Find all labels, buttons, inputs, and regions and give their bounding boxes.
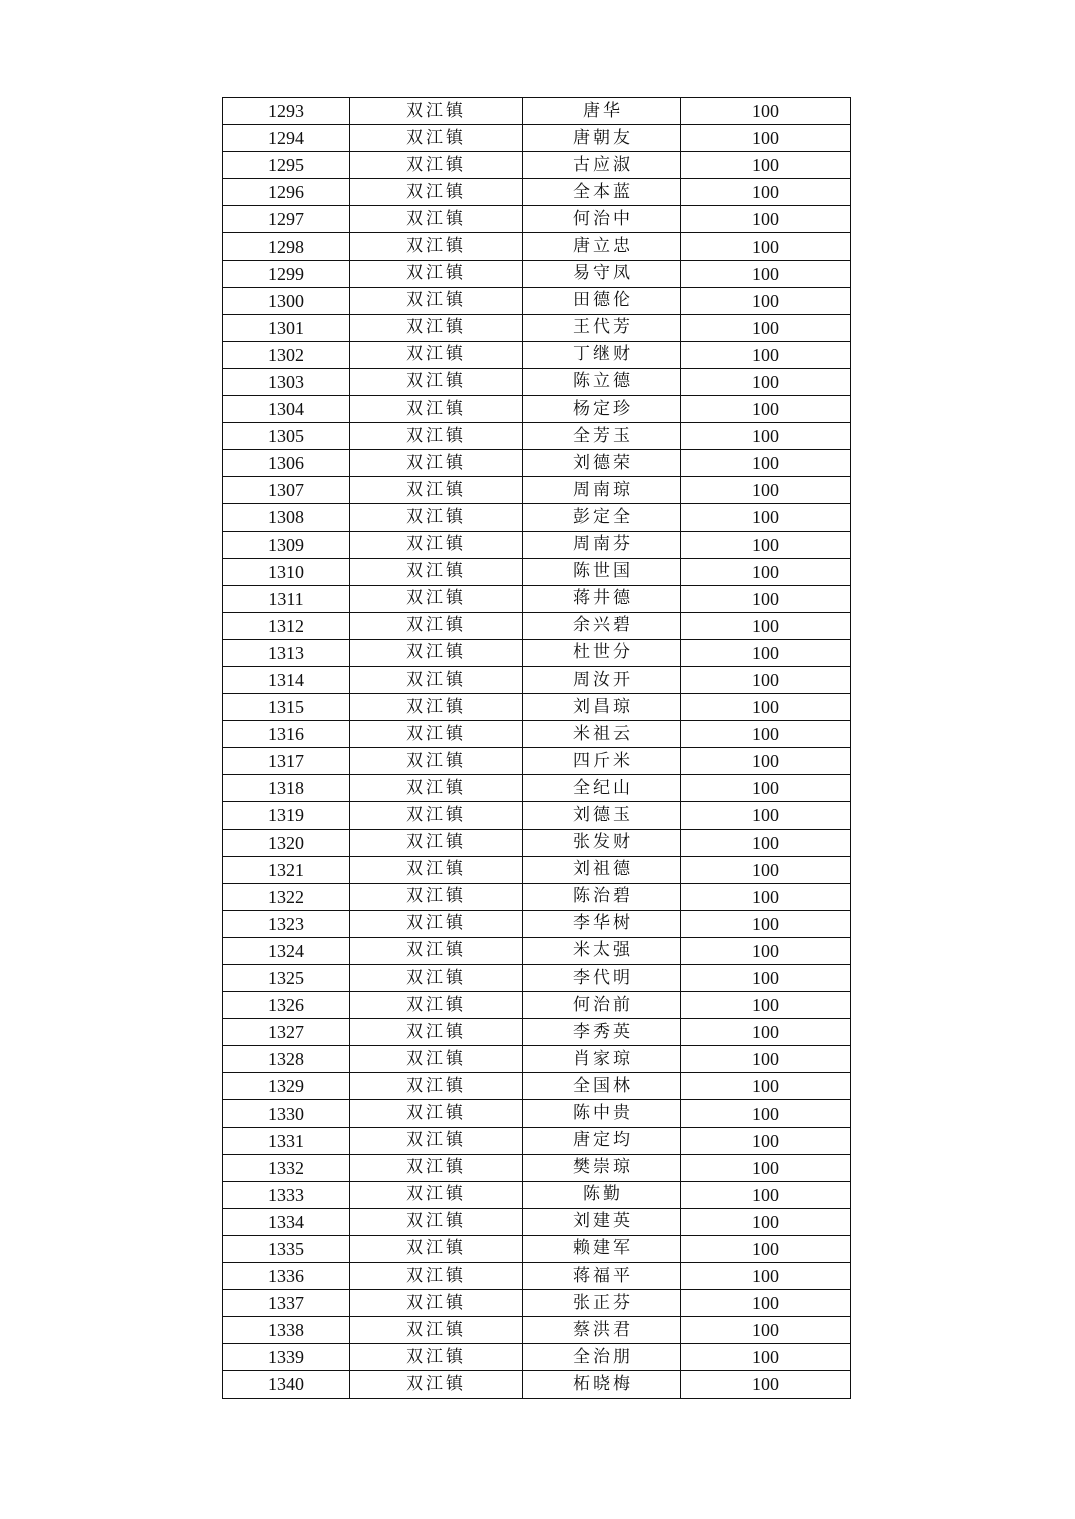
- roster-table-body: [223, 98, 851, 1399]
- person-name-cell: 周南芬: [523, 531, 681, 558]
- amount-cell: 100: [681, 98, 851, 125]
- row-number-cell: 1294: [223, 125, 350, 152]
- table-row: [223, 125, 851, 152]
- row-number-cell: 1315: [223, 694, 350, 721]
- person-name-cell: 陈勤: [523, 1181, 681, 1208]
- town-cell: 双江镇: [350, 1317, 523, 1344]
- table-row: [223, 504, 851, 531]
- person-name-cell: 何治中: [523, 206, 681, 233]
- amount-cell: 100: [681, 287, 851, 314]
- person-name-cell: 全国林: [523, 1073, 681, 1100]
- row-number-cell: 1322: [223, 883, 350, 910]
- town-cell: 双江镇: [350, 450, 523, 477]
- table-row: [223, 152, 851, 179]
- town-cell: 双江镇: [350, 612, 523, 639]
- row-number-cell: 1325: [223, 965, 350, 992]
- amount-cell: 100: [681, 910, 851, 937]
- amount-cell: 100: [681, 1371, 851, 1398]
- person-name-cell: 杨定珍: [523, 396, 681, 423]
- person-name-cell: 蒋福平: [523, 1263, 681, 1290]
- row-number-cell: 1321: [223, 856, 350, 883]
- person-name-cell: 李代明: [523, 965, 681, 992]
- row-number-cell: 1310: [223, 558, 350, 585]
- row-number-cell: 1320: [223, 829, 350, 856]
- town-cell: 双江镇: [350, 856, 523, 883]
- amount-cell: 100: [681, 1344, 851, 1371]
- row-number-cell: 1307: [223, 477, 350, 504]
- roster-table: [222, 97, 851, 1399]
- person-name-cell: 陈世国: [523, 558, 681, 585]
- row-number-cell: 1331: [223, 1127, 350, 1154]
- amount-cell: 100: [681, 341, 851, 368]
- person-name-cell: 四斤米: [523, 748, 681, 775]
- town-cell: 双江镇: [350, 1235, 523, 1262]
- amount-cell: 100: [681, 965, 851, 992]
- person-name-cell: 柘晓梅: [523, 1371, 681, 1398]
- amount-cell: 100: [681, 477, 851, 504]
- amount-cell: 100: [681, 1263, 851, 1290]
- town-cell: 双江镇: [350, 666, 523, 693]
- person-name-cell: 肖家琼: [523, 1046, 681, 1073]
- amount-cell: 100: [681, 1154, 851, 1181]
- table-row: [223, 98, 851, 125]
- town-cell: 双江镇: [350, 829, 523, 856]
- person-name-cell: 周汝开: [523, 666, 681, 693]
- table-row: [223, 368, 851, 395]
- person-name-cell: 蒋井德: [523, 585, 681, 612]
- amount-cell: 100: [681, 206, 851, 233]
- row-number-cell: 1312: [223, 612, 350, 639]
- town-cell: 双江镇: [350, 1263, 523, 1290]
- amount-cell: 100: [681, 558, 851, 585]
- amount-cell: 100: [681, 1290, 851, 1317]
- person-name-cell: 全芳玉: [523, 423, 681, 450]
- table-row: [223, 1317, 851, 1344]
- amount-cell: 100: [681, 368, 851, 395]
- row-number-cell: 1308: [223, 504, 350, 531]
- row-number-cell: 1300: [223, 287, 350, 314]
- person-name-cell: 陈立德: [523, 368, 681, 395]
- person-name-cell: 丁继财: [523, 341, 681, 368]
- amount-cell: 100: [681, 1073, 851, 1100]
- amount-cell: 100: [681, 1100, 851, 1127]
- town-cell: 双江镇: [350, 1344, 523, 1371]
- town-cell: 双江镇: [350, 341, 523, 368]
- row-number-cell: 1304: [223, 396, 350, 423]
- table-row: [223, 856, 851, 883]
- person-name-cell: 唐华: [523, 98, 681, 125]
- table-row: [223, 1127, 851, 1154]
- row-number-cell: 1299: [223, 260, 350, 287]
- amount-cell: 100: [681, 639, 851, 666]
- row-number-cell: 1336: [223, 1263, 350, 1290]
- table-row: [223, 477, 851, 504]
- table-row: [223, 314, 851, 341]
- table-row: [223, 423, 851, 450]
- town-cell: 双江镇: [350, 937, 523, 964]
- table-row: [223, 179, 851, 206]
- amount-cell: 100: [681, 1046, 851, 1073]
- amount-cell: 100: [681, 612, 851, 639]
- person-name-cell: 全纪山: [523, 775, 681, 802]
- person-name-cell: 陈中贵: [523, 1100, 681, 1127]
- person-name-cell: 蔡洪君: [523, 1317, 681, 1344]
- amount-cell: 100: [681, 396, 851, 423]
- amount-cell: 100: [681, 1181, 851, 1208]
- town-cell: 双江镇: [350, 98, 523, 125]
- person-name-cell: 赖建军: [523, 1235, 681, 1262]
- town-cell: 双江镇: [350, 206, 523, 233]
- town-cell: 双江镇: [350, 1371, 523, 1398]
- town-cell: 双江镇: [350, 1127, 523, 1154]
- town-cell: 双江镇: [350, 1181, 523, 1208]
- person-name-cell: 王代芳: [523, 314, 681, 341]
- person-name-cell: 李华树: [523, 910, 681, 937]
- person-name-cell: 陈治碧: [523, 883, 681, 910]
- table-row: [223, 965, 851, 992]
- table-row: [223, 666, 851, 693]
- town-cell: 双江镇: [350, 314, 523, 341]
- town-cell: 双江镇: [350, 1154, 523, 1181]
- table-row: [223, 937, 851, 964]
- table-row: [223, 1371, 851, 1398]
- table-row: [223, 1344, 851, 1371]
- table-row: [223, 1263, 851, 1290]
- town-cell: 双江镇: [350, 368, 523, 395]
- town-cell: 双江镇: [350, 1073, 523, 1100]
- table-row: [223, 883, 851, 910]
- row-number-cell: 1295: [223, 152, 350, 179]
- amount-cell: 100: [681, 125, 851, 152]
- person-name-cell: 杜世分: [523, 639, 681, 666]
- row-number-cell: 1327: [223, 1019, 350, 1046]
- row-number-cell: 1296: [223, 179, 350, 206]
- town-cell: 双江镇: [350, 910, 523, 937]
- row-number-cell: 1305: [223, 423, 350, 450]
- row-number-cell: 1297: [223, 206, 350, 233]
- table-row: [223, 287, 851, 314]
- person-name-cell: 刘祖德: [523, 856, 681, 883]
- town-cell: 双江镇: [350, 1100, 523, 1127]
- town-cell: 双江镇: [350, 694, 523, 721]
- amount-cell: 100: [681, 531, 851, 558]
- row-number-cell: 1311: [223, 585, 350, 612]
- amount-cell: 100: [681, 694, 851, 721]
- person-name-cell: 田德伦: [523, 287, 681, 314]
- amount-cell: 100: [681, 748, 851, 775]
- person-name-cell: 张正芬: [523, 1290, 681, 1317]
- row-number-cell: 1293: [223, 98, 350, 125]
- person-name-cell: 刘建英: [523, 1208, 681, 1235]
- row-number-cell: 1324: [223, 937, 350, 964]
- row-number-cell: 1313: [223, 639, 350, 666]
- table-row: [223, 802, 851, 829]
- town-cell: 双江镇: [350, 287, 523, 314]
- amount-cell: 100: [681, 233, 851, 260]
- table-row: [223, 721, 851, 748]
- town-cell: 双江镇: [350, 125, 523, 152]
- row-number-cell: 1329: [223, 1073, 350, 1100]
- town-cell: 双江镇: [350, 992, 523, 1019]
- table-row: [223, 639, 851, 666]
- person-name-cell: 刘昌琼: [523, 694, 681, 721]
- row-number-cell: 1332: [223, 1154, 350, 1181]
- table-row: [223, 829, 851, 856]
- table-row: [223, 260, 851, 287]
- row-number-cell: 1330: [223, 1100, 350, 1127]
- person-name-cell: 唐立忠: [523, 233, 681, 260]
- person-name-cell: 唐朝友: [523, 125, 681, 152]
- table-row: [223, 233, 851, 260]
- table-row: [223, 694, 851, 721]
- town-cell: 双江镇: [350, 531, 523, 558]
- person-name-cell: 张发财: [523, 829, 681, 856]
- town-cell: 双江镇: [350, 477, 523, 504]
- town-cell: 双江镇: [350, 1019, 523, 1046]
- table-row: [223, 992, 851, 1019]
- person-name-cell: 全治朋: [523, 1344, 681, 1371]
- table-row: [223, 1208, 851, 1235]
- town-cell: 双江镇: [350, 775, 523, 802]
- table-row: [223, 585, 851, 612]
- town-cell: 双江镇: [350, 396, 523, 423]
- amount-cell: 100: [681, 152, 851, 179]
- row-number-cell: 1319: [223, 802, 350, 829]
- row-number-cell: 1328: [223, 1046, 350, 1073]
- table-row: [223, 1181, 851, 1208]
- row-number-cell: 1333: [223, 1181, 350, 1208]
- row-number-cell: 1339: [223, 1344, 350, 1371]
- town-cell: 双江镇: [350, 152, 523, 179]
- town-cell: 双江镇: [350, 558, 523, 585]
- amount-cell: 100: [681, 585, 851, 612]
- table-row: [223, 450, 851, 477]
- row-number-cell: 1301: [223, 314, 350, 341]
- person-name-cell: 米祖云: [523, 721, 681, 748]
- town-cell: 双江镇: [350, 639, 523, 666]
- town-cell: 双江镇: [350, 1290, 523, 1317]
- row-number-cell: 1317: [223, 748, 350, 775]
- town-cell: 双江镇: [350, 802, 523, 829]
- table-row: [223, 1100, 851, 1127]
- amount-cell: 100: [681, 1019, 851, 1046]
- town-cell: 双江镇: [350, 260, 523, 287]
- row-number-cell: 1309: [223, 531, 350, 558]
- row-number-cell: 1306: [223, 450, 350, 477]
- amount-cell: 100: [681, 802, 851, 829]
- table-row: [223, 748, 851, 775]
- row-number-cell: 1334: [223, 1208, 350, 1235]
- row-number-cell: 1318: [223, 775, 350, 802]
- person-name-cell: 何治前: [523, 992, 681, 1019]
- person-name-cell: 刘德玉: [523, 802, 681, 829]
- person-name-cell: 易守凤: [523, 260, 681, 287]
- table-row: [223, 341, 851, 368]
- table-row: [223, 558, 851, 585]
- amount-cell: 100: [681, 883, 851, 910]
- table-row: [223, 1046, 851, 1073]
- town-cell: 双江镇: [350, 1046, 523, 1073]
- table-row: [223, 1154, 851, 1181]
- amount-cell: 100: [681, 423, 851, 450]
- amount-cell: 100: [681, 721, 851, 748]
- person-name-cell: 李秀英: [523, 1019, 681, 1046]
- table-row: [223, 1235, 851, 1262]
- row-number-cell: 1323: [223, 910, 350, 937]
- town-cell: 双江镇: [350, 883, 523, 910]
- table-row: [223, 1019, 851, 1046]
- town-cell: 双江镇: [350, 1208, 523, 1235]
- amount-cell: 100: [681, 1127, 851, 1154]
- row-number-cell: 1316: [223, 721, 350, 748]
- table-row: [223, 1290, 851, 1317]
- person-name-cell: 彭定全: [523, 504, 681, 531]
- row-number-cell: 1298: [223, 233, 350, 260]
- amount-cell: 100: [681, 992, 851, 1019]
- table-row: [223, 531, 851, 558]
- town-cell: 双江镇: [350, 585, 523, 612]
- person-name-cell: 米太强: [523, 937, 681, 964]
- row-number-cell: 1314: [223, 666, 350, 693]
- person-name-cell: 周南琼: [523, 477, 681, 504]
- row-number-cell: 1340: [223, 1371, 350, 1398]
- amount-cell: 100: [681, 314, 851, 341]
- town-cell: 双江镇: [350, 423, 523, 450]
- town-cell: 双江镇: [350, 748, 523, 775]
- town-cell: 双江镇: [350, 965, 523, 992]
- amount-cell: 100: [681, 504, 851, 531]
- row-number-cell: 1337: [223, 1290, 350, 1317]
- amount-cell: 100: [681, 1235, 851, 1262]
- row-number-cell: 1335: [223, 1235, 350, 1262]
- table-row: [223, 206, 851, 233]
- amount-cell: 100: [681, 450, 851, 477]
- town-cell: 双江镇: [350, 179, 523, 206]
- row-number-cell: 1303: [223, 368, 350, 395]
- table-row: [223, 910, 851, 937]
- amount-cell: 100: [681, 666, 851, 693]
- person-name-cell: 全本蓝: [523, 179, 681, 206]
- person-name-cell: 古应淑: [523, 152, 681, 179]
- row-number-cell: 1302: [223, 341, 350, 368]
- amount-cell: 100: [681, 775, 851, 802]
- person-name-cell: 余兴碧: [523, 612, 681, 639]
- amount-cell: 100: [681, 1317, 851, 1344]
- town-cell: 双江镇: [350, 721, 523, 748]
- amount-cell: 100: [681, 937, 851, 964]
- amount-cell: 100: [681, 856, 851, 883]
- town-cell: 双江镇: [350, 233, 523, 260]
- amount-cell: 100: [681, 260, 851, 287]
- amount-cell: 100: [681, 179, 851, 206]
- person-name-cell: 唐定均: [523, 1127, 681, 1154]
- person-name-cell: 刘德荣: [523, 450, 681, 477]
- amount-cell: 100: [681, 1208, 851, 1235]
- table-row: [223, 775, 851, 802]
- amount-cell: 100: [681, 829, 851, 856]
- person-name-cell: 樊崇琼: [523, 1154, 681, 1181]
- table-row: [223, 612, 851, 639]
- row-number-cell: 1338: [223, 1317, 350, 1344]
- row-number-cell: 1326: [223, 992, 350, 1019]
- town-cell: 双江镇: [350, 504, 523, 531]
- table-row: [223, 396, 851, 423]
- table-row: [223, 1073, 851, 1100]
